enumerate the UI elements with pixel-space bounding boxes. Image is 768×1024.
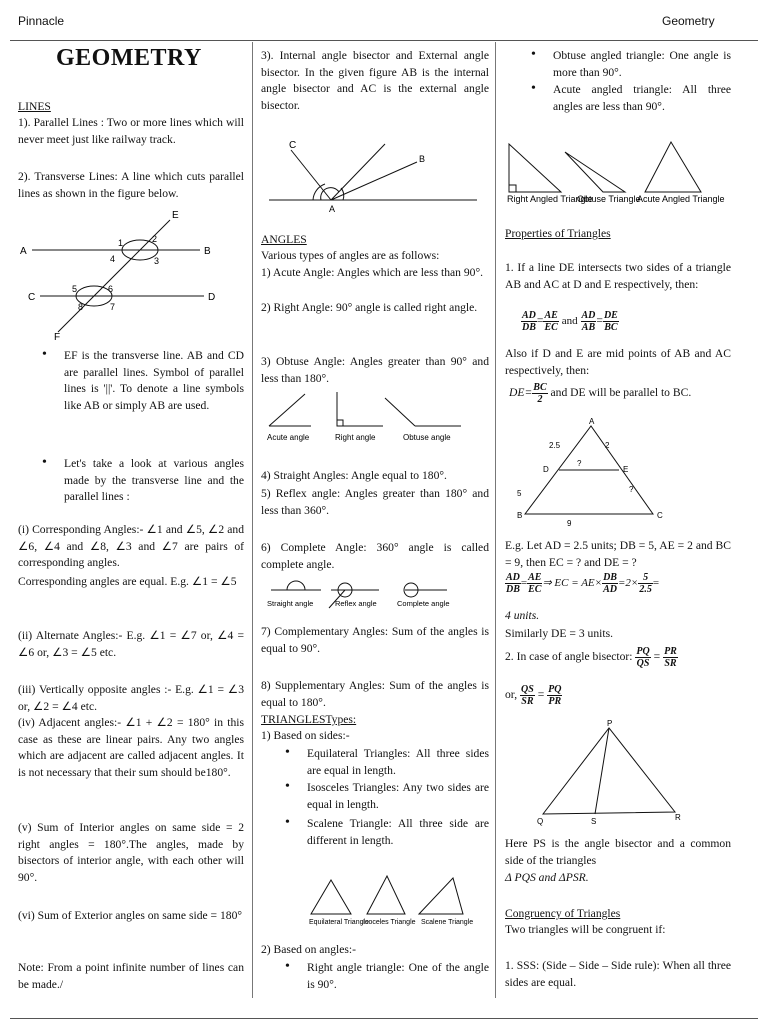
units-text: 4 units. <box>505 609 540 622</box>
ps-text: Here PS is the angle bisector and a common side of the triangles <box>505 837 731 867</box>
alternate-angles: (ii) Alternate Angles:- E.g. ∠1 = ∠7 or, ∠4 = ∠6 or, ∠3 = ∠5 etc. <box>18 629 244 659</box>
angles-heading: ANGLES <box>261 233 307 246</box>
angle-label-6: 6 <box>108 284 114 294</box>
ex-mid: ⇒ EC = AE× <box>542 577 603 590</box>
right-marker <box>337 420 343 426</box>
label-2-5: 2.5 <box>549 441 561 450</box>
bis-pr: PR <box>664 646 677 657</box>
reflex-angle-label: Reflex angle <box>335 599 377 608</box>
de-den: 2 <box>537 394 543 405</box>
column-2 <box>261 44 489 1004</box>
acute-angle-text: 1) Acute Angle: Angles which are less than 90°. <box>261 266 483 279</box>
header-right: Geometry <box>662 14 715 28</box>
angle-label-2: 2 <box>152 234 158 244</box>
congruency-heading: Congruency of Triangles <box>505 907 621 920</box>
label-9: 9 <box>567 519 572 528</box>
external-bisector-line <box>291 150 331 200</box>
label-a: A <box>329 204 336 214</box>
and-text: and <box>561 315 578 328</box>
angle-label-5: 5 <box>72 284 78 294</box>
bisector-case: 2. In case of angle bisector: $\frac{PQ}{QS}$ = $\frac{PR}{SR}$ <box>505 646 677 669</box>
de-num: BC <box>533 382 547 393</box>
frac-ec: EC <box>544 322 558 333</box>
acute-triangle-shape <box>645 142 701 192</box>
right-triangle-text: • Right angle triangle: One of the angle is 90°. <box>307 960 489 993</box>
angles-intro: Various types of angles are as follows: <box>261 249 440 262</box>
label-q2: ? <box>629 485 634 494</box>
supplementary-text: 8) Supplementary Angles: Sum of the angles is equal to 180°. <box>261 679 489 709</box>
label-r: R <box>675 813 681 822</box>
scalene-text: • Scalene Triangle: All three side are different in length. <box>307 816 489 849</box>
properties-heading: Properties of Triangles <box>505 227 611 240</box>
complete-angle-label: Complete angle <box>397 599 450 608</box>
ps-line <box>595 728 609 814</box>
bis-pq: PQ <box>636 646 650 657</box>
column-1 <box>18 44 244 1004</box>
or-pr: PR <box>548 696 562 707</box>
column-divider-1 <box>252 42 253 998</box>
or-qs: QS <box>521 684 534 695</box>
right-angle-label: Right angle <box>335 433 376 442</box>
parallel-lines-figure <box>18 202 244 342</box>
label-c: C <box>657 511 663 520</box>
equilateral-label: Equilateral Triangle <box>309 919 369 926</box>
acute-angle-label: Acute angle <box>267 433 310 442</box>
obtuse-angle-text: 3) Obtuse Angle: Angles greater than 90° and less than 180°. <box>261 355 489 385</box>
angle-bisector-figure <box>525 720 685 832</box>
bis-qs: QS <box>636 658 650 669</box>
column-3 <box>505 44 731 1004</box>
acute-arm <box>269 394 305 426</box>
exterior-angles: (vi) Sum of Exterior angles on same side = 180° <box>18 909 243 922</box>
angle-label-3: 3 <box>154 256 160 266</box>
equilateral-text: • Equilateral Triangles: All three sides are equal in length. <box>307 746 489 779</box>
label-b: B <box>517 511 523 520</box>
example-expression: $\frac{AD}{DB}$ = $\frac{AE}{EC}$ ⇒ EC = AE× $\frac{DB}{AD}$ =2× $\frac{5}{2.5}$ = <box>506 572 660 595</box>
angle-label-4: 4 <box>110 254 116 264</box>
isosceles-label: Isoceles Triangle <box>363 919 416 926</box>
ex-5: 5 <box>638 572 653 584</box>
obtuse-arm <box>385 398 415 426</box>
header-rule <box>10 40 758 41</box>
angle-triangles-figure <box>505 136 731 220</box>
right-triangle-label: Right Angled Triangle <box>507 194 593 204</box>
label-e: E <box>172 210 179 221</box>
column-divider-2 <box>495 42 496 998</box>
label-c: C <box>28 292 36 303</box>
lines-heading: LINES <box>18 100 51 113</box>
or-pq: PQ <box>548 684 562 695</box>
ex-ec: EC <box>528 584 542 595</box>
straight-angle-text: 4) Straight Angles: Angle equal to 180°. <box>261 469 447 482</box>
or-text: or, <box>505 688 518 702</box>
label-s: S <box>591 817 597 826</box>
angle-label-1: 1 <box>118 238 124 248</box>
de-expression <box>509 382 691 405</box>
sss-text: 1. SSS: (Side – Side – Side rule): When all three sides are equal. <box>505 959 731 989</box>
label-b: B <box>204 246 211 257</box>
reflex-angle-text: 5) Reflex angle: Angles greater than 180° and less than 360°. <box>261 487 489 517</box>
property-1-text: 1. If a line DE intersects two sides of a triangle AB and AC at D and E respectively, then: <box>505 261 731 291</box>
label-c: C <box>289 140 297 151</box>
label-f: F <box>54 332 61 342</box>
equilateral-shape <box>311 880 351 914</box>
angle-label-7: 7 <box>110 302 116 312</box>
obtuse-triangle-text: • Obtuse angled triangle: One angle is more than 90°. <box>553 48 731 81</box>
ratio-expression: $\frac{AD}{DB}$ = $\frac{AE}{EC}$ and $\frac{AD}{AB}$ = $\frac{DE}{BC}$ <box>522 310 618 333</box>
midpoint-figure <box>505 418 731 530</box>
pqr-triangle <box>543 728 675 814</box>
based-on-sides: 1) Based on sides:- <box>261 729 350 742</box>
label-5: 5 <box>517 489 522 498</box>
right-angle-text: 2) Right Angle: 90° angle is called right angle. <box>261 301 478 314</box>
label-d: D <box>208 292 216 303</box>
angle-types-figure <box>265 390 489 446</box>
obtuse-triangle-label: Obtuse Triangle <box>577 194 641 204</box>
isosceles-text: • Isosceles Triangles: Any two sides are equal in length. <box>307 780 489 813</box>
frac-bc: BC <box>604 322 618 333</box>
ex-mid2: =2× <box>617 577 639 590</box>
side-triangles-figure <box>301 872 481 944</box>
or-sr: SR <box>521 696 534 707</box>
label-2: 2 <box>605 441 610 450</box>
straight-angle-label: Straight angle <box>267 599 314 608</box>
ex-ad: AD <box>506 572 520 583</box>
de-rhs: and DE will be parallel to BC. <box>550 386 692 400</box>
ex-end: = <box>652 577 660 590</box>
obtuse-triangle-shape <box>565 152 625 192</box>
isosceles-shape <box>367 876 405 914</box>
angle-label-8: 8 <box>78 302 84 312</box>
parallel-lines-text: 1). Parallel Lines : Two or more lines which will never meet just like railway track. <box>18 116 244 146</box>
angle-types-figure-2 <box>265 572 489 612</box>
bullet-transverse: • EF is the transverse line. AB and CD are parallel lines. Symbol of parallel lines is '||'. To denote a line symbols like AB or simply AB are used. <box>64 348 244 414</box>
complementary-text: 7) Complementary Angles: Sum of the angles is equal to 90°. <box>261 625 489 655</box>
ex-ad-2: AD <box>603 584 617 595</box>
frac-ae: AE <box>544 310 558 321</box>
example-text: E.g. Let AD = 2.5 units; DB = 5, AE = 2 and BC = 9, then EC = ? and DE = ? <box>505 539 731 569</box>
corresponding-equal: Corresponding angles are equal. E.g. ∠1 = ∠5 <box>18 575 237 588</box>
ex-ae: AE <box>528 572 542 583</box>
label-b: B <box>419 154 426 164</box>
label-q: Q <box>537 817 544 826</box>
triangles-heading: TRIANGLESTypes: <box>261 713 357 726</box>
straight-arc <box>287 581 305 590</box>
right-marker <box>509 185 516 192</box>
bisector-case-text: 2. In case of angle bisector: <box>505 650 633 664</box>
bisector-text: 3). Internal angle bisector and External angle bisector. In the given figure AB is the internal angle bisector and AC is the external angle bisector. <box>261 49 489 112</box>
acute-triangle-label: Acute Angled Triangle <box>637 194 725 204</box>
corresponding-angles: (i) Corresponding Angles:- ∠1 and ∠5, ∠2 and ∠6, ∠4 and ∠8, ∠3 and ∠7 are pairs of corresponding angles. <box>18 523 244 570</box>
footer-rule <box>10 1018 758 1019</box>
similarly-text: Similarly DE = 3 units. <box>505 627 613 640</box>
midpoint-text: Also if D and E are mid points of AB and AC respectively, then: <box>505 347 731 377</box>
label-e: E <box>623 465 629 474</box>
label-a: A <box>20 246 27 257</box>
page-title: GEOMETRY <box>56 45 202 71</box>
frac-ad: AD <box>522 310 536 321</box>
based-on-angles: 2) Based on angles:- <box>261 943 356 956</box>
vertically-opposite: (iii) Vertically opposite angles :- E.g. ∠1 = ∠3 or, ∠2 = ∠4 etc. <box>18 683 244 713</box>
frac-ab: AB <box>581 322 596 333</box>
bullet-angles: • Let's take a look at various angles made by the transverse line and the parallel lines : <box>64 456 244 506</box>
right-triangle-shape <box>509 144 561 192</box>
adjacent-angles: (iv) Adjacent angles:- ∠1 + ∠2 = 180° in this case as these are linear pairs. Any two angles which are adjacent are called adjacent angles. It is not necessary that their sum should be180°. <box>18 716 244 779</box>
or-expression: or, $\frac{QS}{SR}$ = $\frac{PQ}{PR}$ <box>505 684 562 707</box>
header-left: Pinnacle <box>18 14 65 28</box>
bisector-figure <box>261 136 489 216</box>
ps-triangles: Δ PQS and ΔPSR. <box>505 871 589 884</box>
scalene-shape <box>419 878 463 914</box>
ex-db-2: DB <box>603 572 617 583</box>
acute-triangle-text: • Acute angled triangle: All three angles are less than 90°. <box>553 82 731 115</box>
scalene-label: Scalene Triangle <box>421 919 474 926</box>
frac-db: DB <box>522 322 536 333</box>
frac-de: DE <box>603 310 618 321</box>
note-text: Note: From a point infinite number of lines can be made./ <box>18 961 244 991</box>
de-lhs: DE= <box>509 386 533 400</box>
congruency-text: Two triangles will be congruent if: <box>505 923 666 936</box>
frac-ad-2: AD <box>581 310 596 321</box>
transverse-lines-text: 2). Transverse Lines: A line which cuts parallel lines as shown in the figure below. <box>18 170 244 200</box>
ex-2-5: 2.5 <box>639 584 652 595</box>
bis-sr: SR <box>664 658 677 669</box>
obtuse-angle-label: Obtuse angle <box>403 433 451 442</box>
label-d: D <box>543 465 549 474</box>
arc-1 <box>313 184 325 200</box>
interior-angles: (v) Sum of Interior angles on same side = 2 right angles = 180°.The angles, made by bisectors of interior angle, with each other will 90°. <box>18 821 244 884</box>
label-q1: ? <box>577 459 582 468</box>
label-a: A <box>589 418 595 426</box>
ex-db: DB <box>506 584 520 595</box>
complete-angle-text: 6) Complete Angle: 360° angle is called complete angle. <box>261 541 489 571</box>
label-p: P <box>607 720 613 728</box>
